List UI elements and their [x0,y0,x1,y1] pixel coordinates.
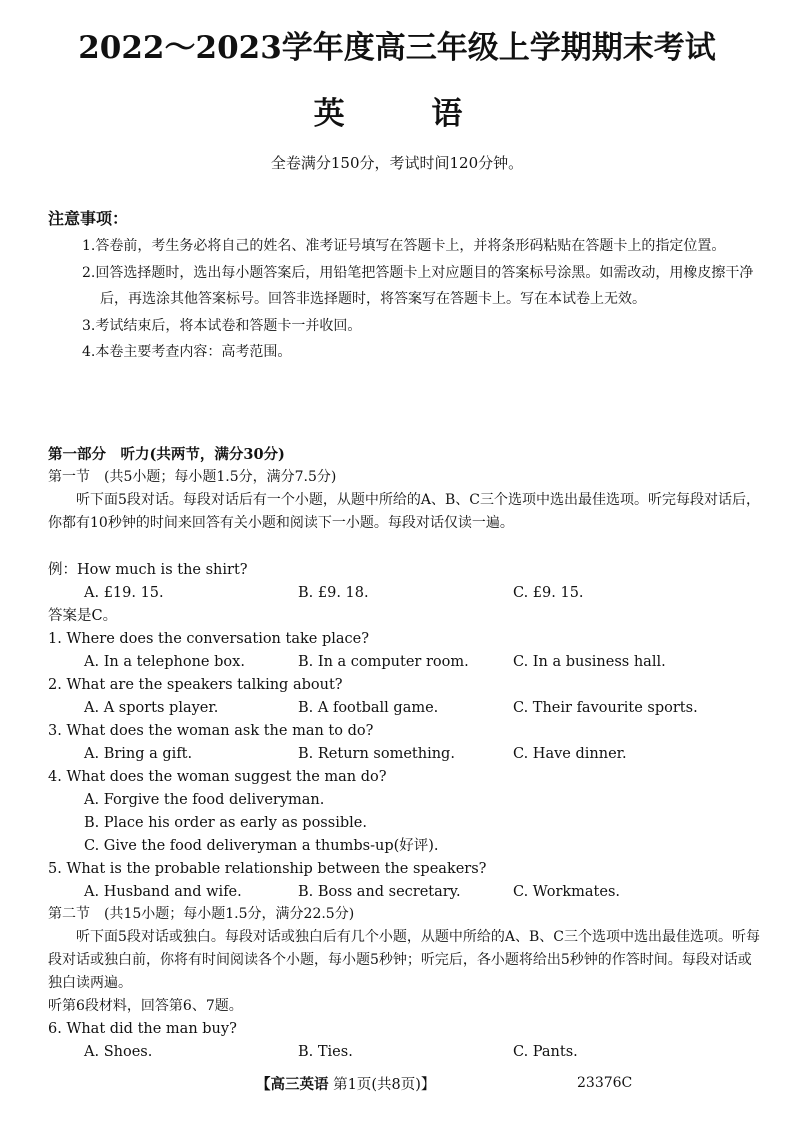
question-1: 1. Where does the conversation take place? [48,631,369,647]
q1-option-a: A. In a telephone box. [84,654,245,670]
q2-option-b: B. A football game. [298,700,439,716]
part1-heading: 第一部分 听力(共两节，满分30分) [48,446,285,463]
footer-code: 23376C [577,1075,633,1091]
section2-instructions: 听下面5段对话或独白。每段对话或独白后有几个小题，从题中所给的A、B、C三个选项中选出最佳选项。听每段对话或独白前，你将有时间阅读各个小题，每小题5秒钟；听完后，各小题将给出5秒钟的作答时间。每段对话或独白读两遍。 [48,929,761,991]
q6-option-b: B. Ties. [298,1044,353,1060]
notice-item: 4.本卷主要考查内容：高考范围。 [82,344,292,360]
q6-option-a: A. Shoes. [84,1044,153,1060]
q5-option-c: C. Workmates. [513,884,621,900]
q4-option-a: A. Forgive the food deliveryman. [84,792,325,808]
score-note: 全卷满分150分，考试时间120分钟。 [270,154,524,172]
notice-heading: 注意事项： [48,209,129,228]
example-answer: 答案是C。 [48,608,118,624]
footer-page: 第1页(共8页)】 [333,1077,436,1093]
example-option-b: B. £9. 18. [298,585,369,601]
notice-item: 2.回答选择题时，选出每小题答案后，用铅笔把答题卡上对应题目的答案标号涂黑。如需改动，用橡皮擦干净后，再选涂其他答案标号。回答非选择题时，将答案写在答题卡上。写在本试卷上无效。 [82,264,754,307]
q3-option-b: B. Return something. [298,746,455,762]
q2-option-c: C. Their favourite sports. [513,700,698,716]
footer-label: 【高三英语 [256,1076,329,1093]
question-2: 2. What are the speakers talking about? [48,677,343,693]
subject-title: 英 语 [313,96,481,132]
page-footer [256,1073,435,1094]
q4-option-c: C. Give the food deliveryman a thumbs-up(好评). [84,838,439,854]
q1-option-c: C. In a business hall. [513,654,666,670]
section1-heading: 第一节 (共5小题；每小题1.5分，满分7.5分) [48,469,337,485]
example-question: 例：How much is the shirt? [48,562,248,578]
exam-title: 2022～2023学年度高三年级上学期期末考试 [78,30,716,66]
notice-item: 3.考试结束后，将本试卷和答题卡一并收回。 [82,317,362,334]
q1-option-b: B. In a computer room. [298,654,469,670]
q4-option-b: B. Place his order as early as possible. [84,815,367,831]
q3-option-c: C. Have dinner. [513,746,627,762]
question-5: 5. What is the probable relationship between the speakers? [48,861,487,877]
example-option-c: C. £9. 15. [513,585,584,601]
question-4: 4. What does the woman suggest the man do? [48,769,387,785]
q2-option-a: A. A sports player. [84,700,219,716]
example-option-a: A. £19. 15. [84,585,164,601]
q6-option-c: C. Pants. [513,1044,578,1060]
section1-instructions: 听下面5段对话。每段对话后有一个小题，从题中所给的A、B、C三个选项中选出最佳选项。听完每段对话后，你都有10秒钟的时间来回答有关小题和阅读下一小题。每段对话仅读一遍。 [48,492,761,531]
material-6-note: 听第6段材料，回答第6、7题。 [48,998,243,1014]
notice-list [82,233,762,366]
q5-option-a: A. Husband and wife. [84,884,242,900]
notice-item: 1.答卷前，考生务必将自己的姓名、准考证号填写在答题卡上，并将条形码粘贴在答题卡上的指定位置。 [82,238,726,254]
q5-option-b: B. Boss and secretary. [298,884,461,900]
question-6: 6. What did the man buy? [48,1021,237,1037]
q3-option-a: A. Bring a gift. [84,746,193,762]
question-3: 3. What does the woman ask the man to do? [48,723,374,739]
section2-heading: 第二节 (共15小题；每小题1.5分，满分22.5分) [48,906,355,922]
